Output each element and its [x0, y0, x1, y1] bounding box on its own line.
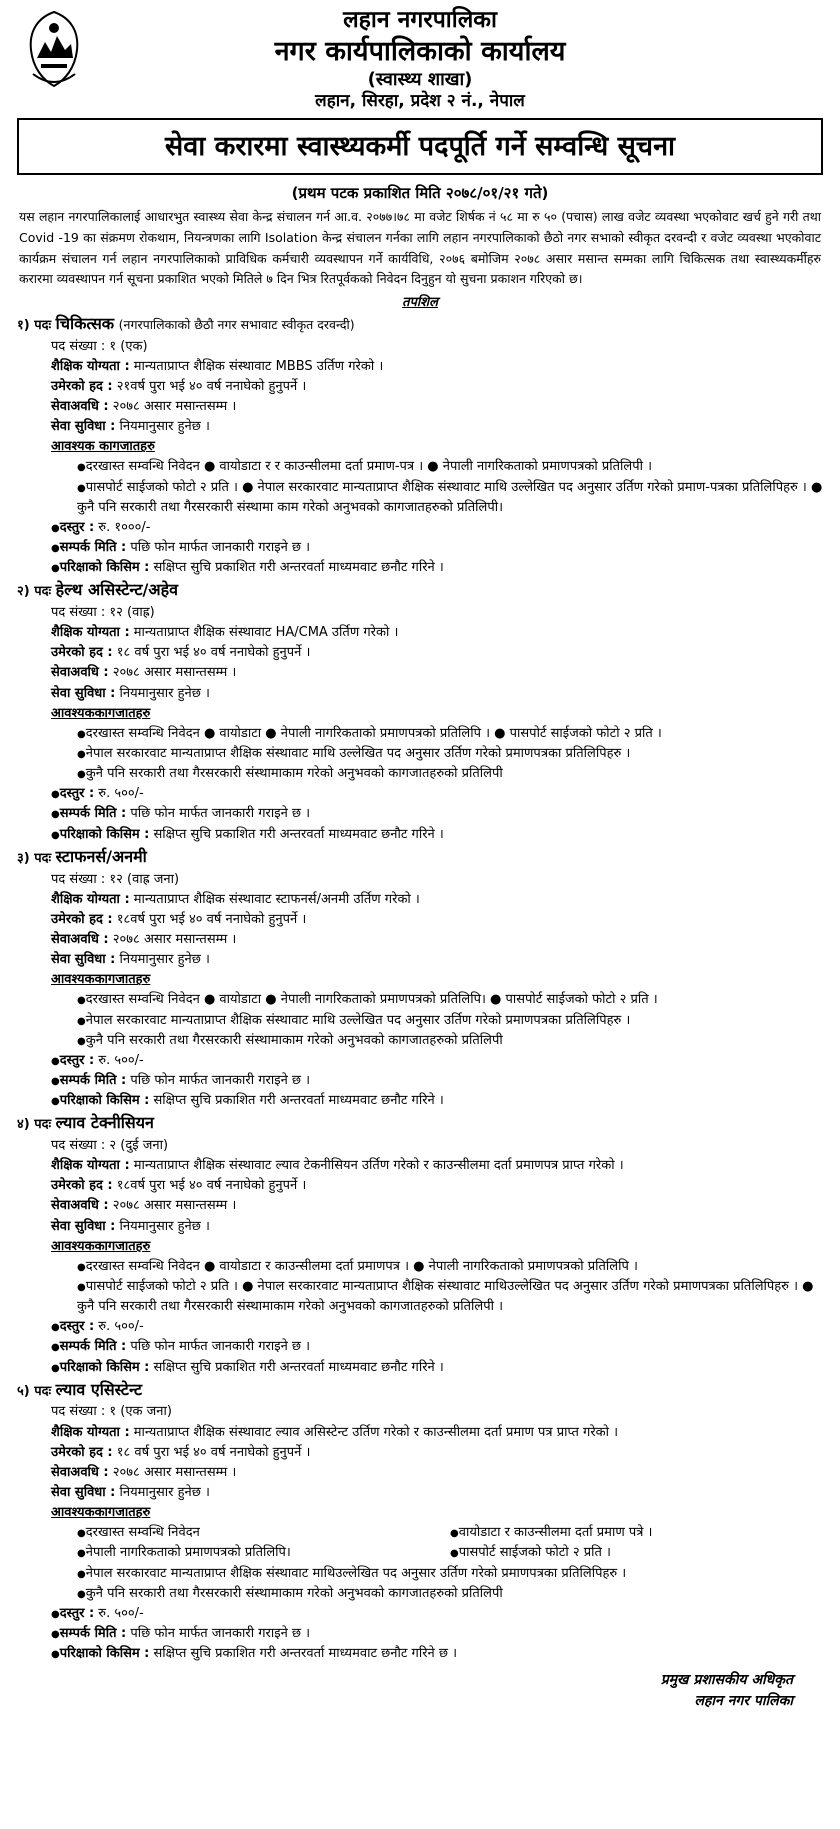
post-terms: [17, 1604, 823, 1664]
contact-date-value: पछि फोन मार्फत जानकारी गराइने छ ।: [130, 1626, 311, 1642]
contact-date-row: [51, 1071, 823, 1091]
contact-date-row: [51, 1624, 823, 1644]
document-item: ● पासपोर्ट साईजको फोटो २ प्रति ।: [450, 1543, 823, 1563]
contact-date-label: सम्पर्क मिति :: [59, 1072, 127, 1088]
service-term-label: सेवाअवधि :: [51, 1464, 109, 1480]
exam-type-row: [51, 825, 823, 845]
service-term-row: [17, 1463, 823, 1483]
qualification-value: मान्यताप्राप्त शैक्षिक संस्थावाट ल्याव असिस्टेन्ट उर्तिण गरेको र काउन्सीलमा दर्ता प्रमाण पत्र प्राप्त गरेको ।: [133, 1424, 619, 1440]
service-term-label: सेवाअवधि :: [51, 1198, 109, 1214]
exam-type-value: सक्षिप्त सुचि प्रकाशित गरी अन्तरवर्ता माध्यमवाट छनौट गरिने ।: [153, 1093, 444, 1109]
post-title: [17, 1111, 823, 1136]
document-item: ● दरखास्त सम्वन्धि निवेदन ● वायोडाटा र र काउन्सीलमा दर्ता प्रमाण-पत्र । ● नेपाली नागरिकताको प्रमाणपत्रको प्रतिलिपी ।: [77, 457, 823, 477]
service-benefit-label: सेवा सुविधा :: [51, 1218, 116, 1234]
age-limit-label: उमेरको हद :: [51, 911, 113, 927]
contact-date-value: पछि फोन मार्फत जानकारी गराइने छ ।: [130, 539, 311, 555]
qualification-label: शैक्षिक योग्यता :: [51, 625, 130, 641]
service-benefit-row: [17, 950, 823, 970]
intro-paragraph: यस लहान नगरपालिकालाई आधारभुत स्वास्थ्य सेवा केन्द्र संचालन गर्न आ.व. २०७७।७८ मा वजेट शिर्षक नं ५८ मा रु ५० (पचास) लाख वजेट व्यवस्था भएकोवाट खर्च हुने गरी तथा Covid -19 का संक्रमण रोकथाम, नियन्त्रणका लागि Isolation केन्द्र संचालन गर्नका लागि लहान नगरपालिकाको छैठो नगर सभाको स्वीकृत दरवन्दी र वजेट व्यवस्था भएकोवाट कार्यक्रम संचालन गर्न लहान नगरपालिकाको प्राविधिक कर्मचारी व्यवस्थापन गर्ने कार्यविधि, २०७६ बमोजिम २०७८ असार मसान्त सम्मका लागि चिकित्सक तथा स्वास्थ्यकर्मीहरु करारमा व्यवस्थापन गर्न सूचना प्रकाशित भएको मितिले ७ दिन भित्र रितपूर्वकको निवेदन दिनुहुन यो सुचना प्रकाशन गरिएको छ।: [19, 209, 821, 287]
post-terms: [17, 1317, 823, 1377]
service-term-row: [17, 663, 823, 683]
post-section: [17, 312, 823, 578]
document-item: ● कुनै पनि सरकारी तथा गैरसरकारी संस्थामाकाम गरेको अनुभवको कागजातहरुको प्रतिलिपी: [77, 1584, 823, 1604]
exam-type-row: [51, 1644, 823, 1664]
exam-type-row: [51, 1358, 823, 1378]
documents-heading: आवश्यककागजातहरु: [51, 1505, 151, 1521]
exam-type-row: [51, 1091, 823, 1111]
exam-type-value: सक्षिप्त सुचि प्रकाशित गरी अन्तरवर्ता माध्यमवाट छनौट गरिने छ ।: [153, 1646, 458, 1662]
age-limit-row: [17, 1443, 823, 1463]
fee-value: रु. ५००/-: [98, 1319, 144, 1335]
service-term-value: २०७८ असार मसान्तसम्म ।: [112, 665, 237, 681]
document-item: ● नेपाल सरकारवाट मान्यताप्राप्त शैक्षिक संस्थावाट माथिउल्लेखित पद अनुसार उर्तिण गरेको प्रमाणपत्रका प्रतिलिपिहरु ।: [77, 1564, 823, 1584]
post-number: ५) पदः: [17, 1383, 52, 1399]
document-item: ● कुनै पनि सरकारी तथा गैरसरकारी संस्थामाकाम गरेको अनुभवको कागजातहरुको प्रतिलिपी: [77, 1031, 823, 1051]
post-count: पद संख्या : १२ (वाह्र): [51, 605, 155, 621]
service-term-value: २०७८ असार मसान्तसम्म ।: [112, 1464, 237, 1480]
post-count: पद संख्या : १ (एक): [51, 338, 148, 354]
contact-date-label: सम्पर्क मिति :: [59, 1626, 127, 1642]
post-section: [17, 845, 823, 1111]
contact-date-label: सम्पर्क मिति :: [59, 806, 127, 822]
age-limit-value: १८ वर्ष पुरा भई ४० वर्ष ननाघेको हुनुपर्ने ।: [116, 1444, 311, 1460]
documents-list: [17, 990, 823, 1050]
documents-list: [17, 1257, 823, 1317]
service-term-value: २०७८ असार मसान्तसम्म ।: [112, 931, 237, 947]
notice-title: सेवा करारमा स्वास्थ्यकर्मी पदपूर्ति गर्ने सम्वन्धि सूचना: [17, 118, 823, 175]
qualification-row: [17, 890, 823, 910]
post-name: स्टाफनर्स/अनमी: [55, 846, 147, 866]
service-benefit-value: नियमानुसार हुनेछ ।: [119, 1485, 210, 1501]
contact-date-row: [51, 538, 823, 558]
documents-heading: आवश्यककागजातहरु: [51, 705, 151, 721]
post-terms: [17, 1051, 823, 1111]
age-limit-label: उमेरको हद :: [51, 378, 113, 394]
qualification-value: मान्यताप्राप्त शैक्षिक संस्थावाट ल्याव टेकनीसियन उर्तिण गरेको र काउन्सीलमा दर्ता प्रमाणपत्र प्राप्त गरेको ।: [133, 1158, 624, 1174]
service-term-label: सेवाअवधि :: [51, 398, 109, 414]
post-name: ल्याव एसिस्टेन्ट: [55, 1379, 143, 1399]
service-benefit-label: सेवा सुविधा :: [51, 685, 116, 701]
post-section: [17, 1378, 823, 1665]
fee-row: [51, 1051, 823, 1071]
contact-date-value: पछि फोन मार्फत जानकारी गराइने छ ।: [130, 1339, 311, 1355]
document-item: ● नेपाल सरकारवाट मान्यताप्राप्त शैक्षिक संस्थावाट माथि उल्लेखित पद अनुसार उर्तिण गरेको प्रमाणपत्रका प्रतिलिपिहरु ।: [77, 744, 823, 764]
age-limit-value: १८ वर्ष पुरा भई ४० वर्ष ननाघेको हुनुपर्ने ।: [116, 645, 311, 661]
qualification-label: शैक्षिक योग्यता :: [51, 1158, 130, 1174]
contact-date-label: सम्पर्क मिति :: [59, 1339, 127, 1355]
address: लहान, सिरहा, प्रदेश २ नं., नेपाल: [315, 91, 525, 111]
age-limit-value: १८वर्ष पुरा भई ४० वर्ष ननाघेको हुनुपर्ने ।: [116, 1178, 307, 1194]
municipality-name: लहान नगरपालिका: [343, 7, 497, 33]
notice-page: [17, 0, 823, 1712]
documents-grid: [17, 1523, 823, 1563]
document-item: ● दरखास्त सम्वन्धि निवेदन ● वायोडाटा ● नेपाली नागरिकताको प्रमाणपत्रको प्रतिलिपि । ● पासपोर्ट साईजको फोटो २ प्रति ।: [77, 724, 823, 744]
document-item: ● नेपाली नागरिकताको प्रमाणपत्रको प्रतिलिपि।: [77, 1543, 450, 1563]
contact-date-row: [51, 1337, 823, 1357]
signature-title: प्रमुख प्रशासकीय अधिकृत: [660, 1672, 793, 1689]
document-item: ● पासपोर्ट साईजको फोटो २ प्रति । ● नेपाल सरकारवाट मान्यताप्राप्त शैक्षिक संस्थावाट माथि उल्लेखित पद अनुसार उर्तिण गरेको प्रमाण-पत्रका प्रतिलिपिहरु । ● कुनै पनि सरकारी तथा गैरसरकारी संस्थामा काम गरेको अनुभवको कागजातहरुको प्रतिलिपी।: [77, 478, 823, 518]
exam-type-row: [51, 558, 823, 578]
service-term-row: [17, 1196, 823, 1216]
service-term-label: सेवाअवधि :: [51, 665, 109, 681]
fee-label: दस्तुर :: [59, 1605, 95, 1621]
fee-value: रु. ५००/-: [98, 1052, 144, 1068]
post-count: पद संख्या : २ (दुई जना): [51, 1138, 169, 1153]
service-benefit-label: सेवा सुविधा :: [51, 952, 116, 968]
contact-date-value: पछि फोन मार्फत जानकारी गराइने छ ।: [130, 1072, 311, 1088]
fee-value: रु. १०००/-: [98, 519, 151, 535]
post-number: १) पदः: [17, 317, 52, 333]
post-title: [17, 578, 823, 603]
document-item: ● दरखास्त सम्वन्धि निवेदन ● वायोडाटा ● नेपाली नागरिकताको प्रमाणपत्रको प्रतिलिपि। ● पासपोर्ट साईजको फोटो २ प्रति ।: [77, 990, 823, 1010]
exam-type-label: परिक्षाको किसिम :: [59, 1093, 150, 1109]
service-benefit-value: नियमानुसार हुनेछ ।: [119, 419, 210, 435]
fee-label: दस्तुर :: [59, 786, 95, 802]
qualification-label: शैक्षिक योग्यता :: [51, 1424, 130, 1440]
age-limit-label: उमेरको हद :: [51, 645, 113, 661]
post-section: [17, 1111, 823, 1377]
post-title: [17, 1378, 823, 1403]
document-item: ● नेपाल सरकारवाट मान्यताप्राप्त शैक्षिक संस्थावाट माथि उल्लेखित पद अनुसार उर्तिण गरेको प्रमाणपत्रका प्रतिलिपिहरु ।: [77, 1011, 823, 1031]
office-name: नगर कार्यपालिकाको कार्यालय: [274, 35, 566, 67]
service-term-row: [17, 397, 823, 417]
age-limit-row: [17, 910, 823, 930]
service-benefit-row: [17, 684, 823, 704]
section-name: (स्वास्थ्य शाखा): [367, 68, 473, 90]
exam-type-label: परिक्षाको किसिम :: [59, 1359, 150, 1375]
age-limit-row: [17, 377, 823, 397]
nepal-emblem-icon: [23, 8, 85, 90]
service-benefit-row: [17, 1483, 823, 1503]
qualification-label: शैक्षिक योग्यता :: [51, 891, 130, 907]
age-limit-value: २१वर्ष पुरा भई ४० वर्ष ननाघेको हुनुपर्ने ।: [116, 378, 307, 394]
document-item: ● पासपोर्ट साईजको फोटो २ प्रति । ● नेपाल सरकारवाट मान्यताप्राप्त शैक्षिक संस्थावाट माथिउल्लेखित पद अनुसार उर्तिण गरेको प्रमाणपत्रका प्रतिलिपिहरु । ● कुनै पनि सरकारी तथा गैरसरकारी संस्थामाकाम गरेको अनुभवको कागजातहरुको प्रतिलिपी ।: [77, 1277, 823, 1317]
contact-date-value: पछि फोन मार्फत जानकारी गराइने छ ।: [130, 806, 311, 822]
documents-list: [17, 724, 823, 784]
service-benefit-value: नियमानुसार हुनेछ ।: [119, 1218, 210, 1234]
fee-value: रु. ५००/-: [98, 786, 144, 802]
post-count: पद संख्या : १२ (वाह्र जना): [51, 871, 180, 887]
exam-type-label: परिक्षाको किसिम :: [59, 560, 150, 576]
exam-type-label: परिक्षाको किसिम :: [59, 1646, 150, 1662]
fee-row: [51, 1317, 823, 1337]
documents-list: [17, 1564, 823, 1604]
post-terms: [17, 518, 823, 578]
qualification-row: [17, 357, 823, 377]
fee-value: रु. ५००/-: [98, 1605, 144, 1621]
service-term-value: २०७८ असार मसान्तसम्म ।: [112, 1198, 237, 1214]
signature-block: [17, 1670, 823, 1712]
service-term-label: सेवाअवधि :: [51, 931, 109, 947]
service-term-value: २०७८ असार मसान्तसम्म ।: [112, 398, 237, 414]
post-count: पद संख्या : १ (एक जना): [51, 1404, 172, 1420]
post-section: [17, 578, 823, 844]
publication-date: (प्रथम पटक प्रकाशित मिति २०७८/०१/२१ गते): [291, 184, 549, 203]
signature-org: लहान नगर पालिका: [694, 1693, 793, 1710]
age-limit-row: [17, 643, 823, 663]
service-benefit-value: नियमानुसार हुनेछ ।: [119, 952, 210, 968]
service-benefit-row: [17, 417, 823, 437]
contact-date-row: [51, 804, 823, 824]
qualification-label: शैक्षिक योग्यता :: [51, 358, 130, 374]
exam-type-value: सक्षिप्त सुचि प्रकाशित गरी अन्तरवर्ता माध्यमवाट छनौट गरिने ।: [153, 826, 444, 842]
document-item: ● कुनै पनि सरकारी तथा गैरसरकारी संस्थामाकाम गरेको अनुभवको कागजातहरुको प्रतिलिपी: [77, 764, 823, 784]
qualification-value: मान्यताप्राप्त शैक्षिक संस्थावाट स्टाफनर्स/अनमी उर्तिण गरेको ।: [133, 891, 420, 907]
documents-heading: आवश्यककागजातहरु: [51, 1238, 151, 1254]
qualification-row: [17, 1156, 823, 1176]
documents-heading: आवश्यक कागजातहरु: [51, 439, 155, 455]
fee-label: दस्तुर :: [59, 519, 95, 535]
age-limit-value: १८वर्ष पुरा भई ४० वर्ष ननाघेको हुनुपर्ने ।: [116, 911, 307, 927]
service-benefit-label: सेवा सुविधा :: [51, 1485, 116, 1501]
post-title: [17, 845, 823, 870]
document-item: ● दरखास्त सम्वन्धि निवेदन ● वायोडाटा र काउन्सीलमा दर्ता प्रमाणपत्र । ● नेपाली नागरिकताको प्रमाणपत्रको प्रतिलिपि ।: [77, 1257, 823, 1277]
service-term-row: [17, 930, 823, 950]
qualification-row: [17, 623, 823, 643]
documents-list: [17, 457, 823, 517]
fee-label: दस्तुर :: [59, 1319, 95, 1335]
post-name: हेल्थ असिस्टेन्ट/अहेव: [55, 580, 178, 600]
exam-type-value: सक्षिप्त सुचि प्रकाशित गरी अन्तरवर्ता माध्यमवाट छनौट गरिने ।: [153, 560, 444, 576]
fee-label: दस्तुर :: [59, 1052, 95, 1068]
post-note: (नगरपालिकाको छैठौ नगर सभावाट स्वीकृत दरवन्दी): [118, 316, 355, 332]
age-limit-label: उमेरको हद :: [51, 1178, 113, 1194]
fee-row: [51, 1604, 823, 1624]
service-benefit-row: [17, 1217, 823, 1237]
post-number: ३) पदः: [17, 850, 52, 866]
qualification-value: मान्यताप्राप्त शैक्षिक संस्थावाट MBBS उर्तिण गरेको ।: [133, 358, 384, 374]
exam-type-label: परिक्षाको किसिम :: [59, 826, 150, 842]
header: [17, 6, 823, 112]
contact-date-label: सम्पर्क मिति :: [59, 539, 127, 555]
post-name: चिकित्सक: [55, 313, 115, 333]
posts-list: [17, 312, 823, 1665]
service-benefit-label: सेवा सुविधा :: [51, 419, 116, 435]
post-number: २) पदः: [17, 584, 52, 600]
qualification-value: मान्यताप्राप्त शैक्षिक संस्थावाट HA/CMA उर्तिण गरेको ।: [133, 625, 399, 641]
age-limit-row: [17, 1176, 823, 1196]
details-heading: तपशिल: [402, 294, 438, 310]
post-number: ४) पदः: [17, 1117, 52, 1133]
exam-type-value: सक्षिप्त सुचि प्रकाशित गरी अन्तरवर्ता माध्यमवाट छनौट गरिने ।: [153, 1359, 444, 1375]
age-limit-label: उमेरको हद :: [51, 1444, 113, 1460]
post-name: ल्याव टेक्नीसियन: [55, 1113, 154, 1133]
post-title: [17, 312, 823, 337]
fee-row: [51, 518, 823, 538]
document-item: ● दरखास्त सम्वन्धि निवेदन: [77, 1523, 450, 1543]
qualification-row: [17, 1423, 823, 1443]
document-item: ● वायोडाटा र काउन्सीलमा दर्ता प्रमाण पत्रे ।: [450, 1523, 823, 1543]
documents-heading: आवश्यककागजातहरु: [51, 972, 151, 988]
service-benefit-value: नियमानुसार हुनेछ ।: [119, 685, 210, 701]
fee-row: [51, 784, 823, 804]
post-terms: [17, 784, 823, 844]
